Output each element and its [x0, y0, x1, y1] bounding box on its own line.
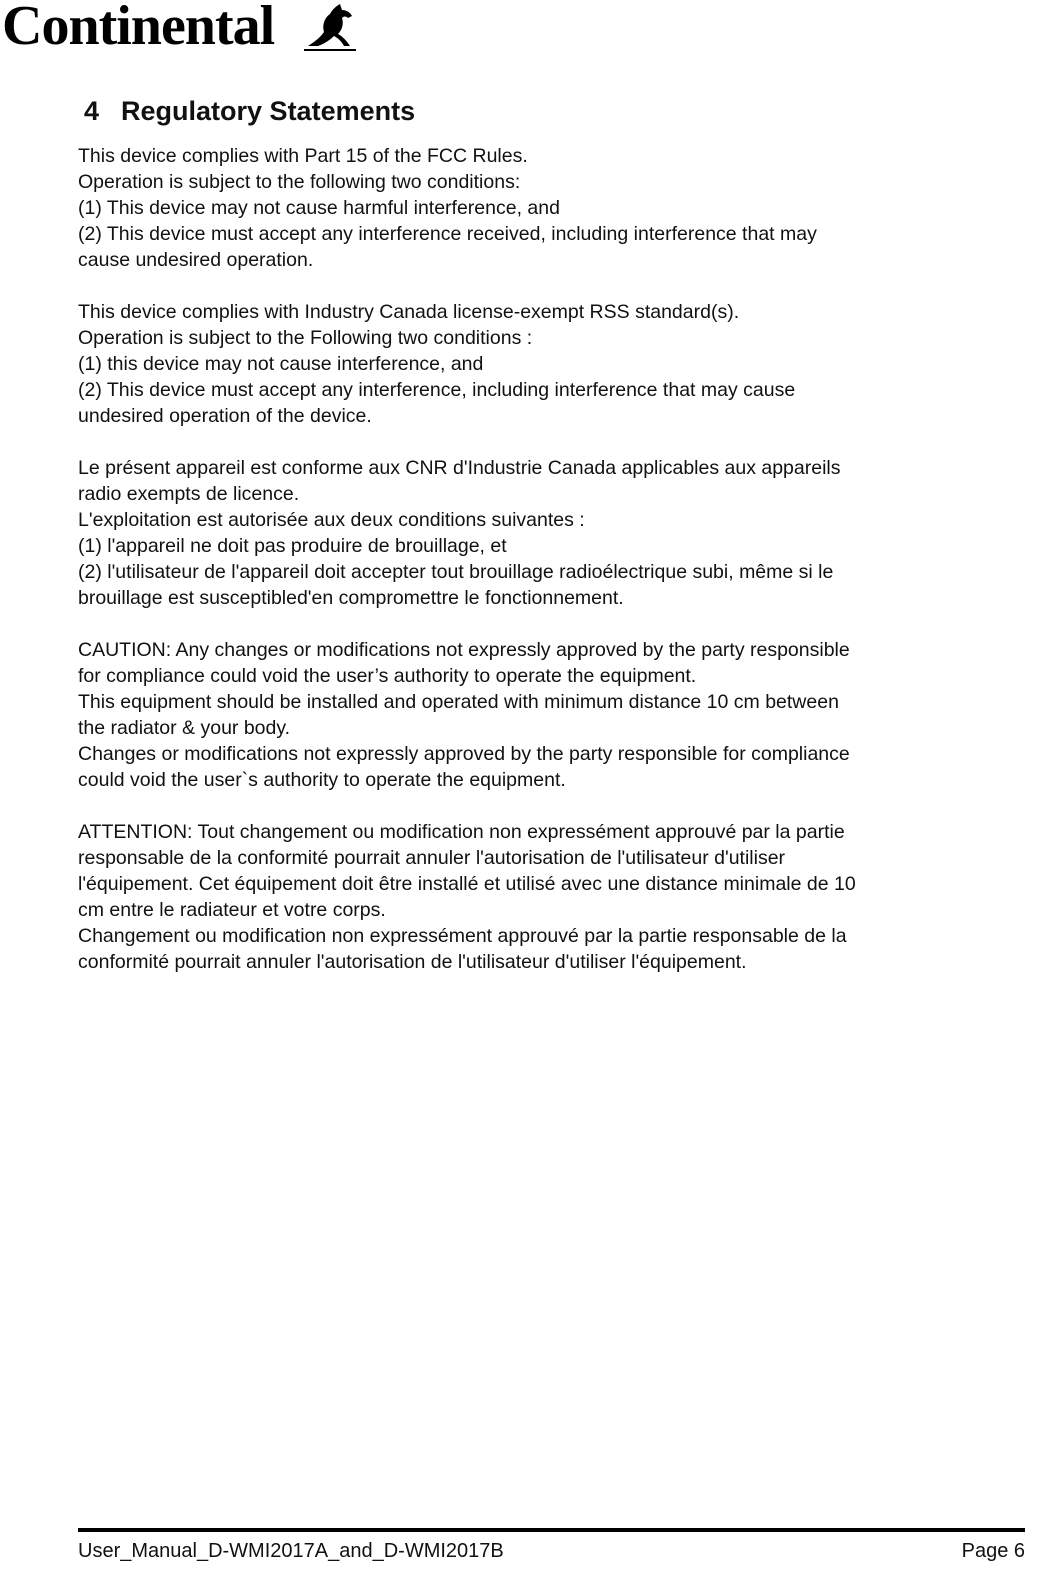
text-line: Operation is subject to the following two conditions:: [78, 171, 521, 193]
text-line: could void the user`s authority to operate the equipment.: [78, 769, 566, 791]
text-line: CAUTION: Any changes or modifications not expressly approved by the party responsible: [78, 639, 850, 661]
section-title: Regulatory Statements: [121, 96, 416, 126]
text-line: ATTENTION: Tout changement ou modification non expressément approuvé par la partie: [78, 821, 845, 843]
text-line: (1) l'appareil ne doit pas produire de brouillage, et: [78, 535, 507, 557]
section-number: 4: [84, 96, 100, 126]
text-line: This device complies with Industry Canada license-exempt RSS standard(s).: [78, 301, 740, 323]
text-line: Changement ou modification non expressément approuvé par la partie responsable de la: [78, 925, 847, 947]
attention-statement-french: [78, 819, 998, 975]
text-line: brouillage est susceptibled'en compromettre le fonctionnement.: [78, 587, 624, 609]
document-body: [78, 143, 998, 1001]
fcc-statement: [78, 143, 998, 273]
text-line: This device complies with Part 15 of the FCC Rules.: [78, 145, 528, 167]
footer-page-number: Page 6: [961, 1540, 1025, 1562]
section-heading: [84, 96, 415, 127]
text-line: (2) This device must accept any interference, including interference that may cause: [78, 379, 796, 401]
text-line: the radiator & your body.: [78, 717, 291, 739]
text-line: responsable de la conformité pourrait annuler l'autorisation de l'utilisateur d'utiliser: [78, 847, 786, 869]
industry-canada-statement: [78, 299, 998, 429]
text-line: undesired operation of the device.: [78, 405, 372, 427]
text-line: Operation is subject to the Following two conditions :: [78, 327, 533, 349]
text-line: L'exploitation est autorisée aux deux conditions suivantes :: [78, 509, 585, 531]
horse-icon: [300, 2, 358, 54]
industry-canada-statement-french: [78, 455, 998, 611]
text-line: This equipment should be installed and operated with minimum distance 10 cm between: [78, 691, 839, 713]
text-line: cm entre le radiateur et votre corps.: [78, 899, 386, 921]
text-line: l'équipement. Cet équipement doit être installé et utilisé avec une distance minimale de 10: [78, 873, 856, 895]
text-line: (2) This device must accept any interference received, including interference that may: [78, 223, 817, 245]
text-line: (1) This device may not cause harmful interference, and: [78, 197, 560, 219]
text-line: cause undesired operation.: [78, 249, 314, 271]
text-line: radio exempts de licence.: [78, 483, 300, 505]
caution-statement: [78, 637, 998, 793]
continental-logo: [0, 2, 360, 66]
text-line: (2) l'utilisateur de l'appareil doit accepter tout brouillage radioélectrique subi, même si le: [78, 561, 834, 583]
footer-divider: [78, 1528, 1025, 1532]
text-line: (1) this device may not cause interference, and: [78, 353, 484, 375]
text-line: conformité pourrait annuler l'autorisation de l'utilisateur d'utiliser l'équipement.: [78, 951, 747, 973]
text-line: Le présent appareil est conforme aux CNR d'Industrie Canada applicables aux appareils: [78, 457, 841, 479]
footer-document-name: User_Manual_D-WMI2017A_and_D-WMI2017B: [78, 1540, 504, 1562]
text-line: for compliance could void the user’s authority to operate the equipment.: [78, 665, 697, 687]
logo-wordmark: Continental: [2, 0, 275, 57]
text-line: Changes or modifications not expressly approved by the party responsible for compliance: [78, 743, 850, 765]
